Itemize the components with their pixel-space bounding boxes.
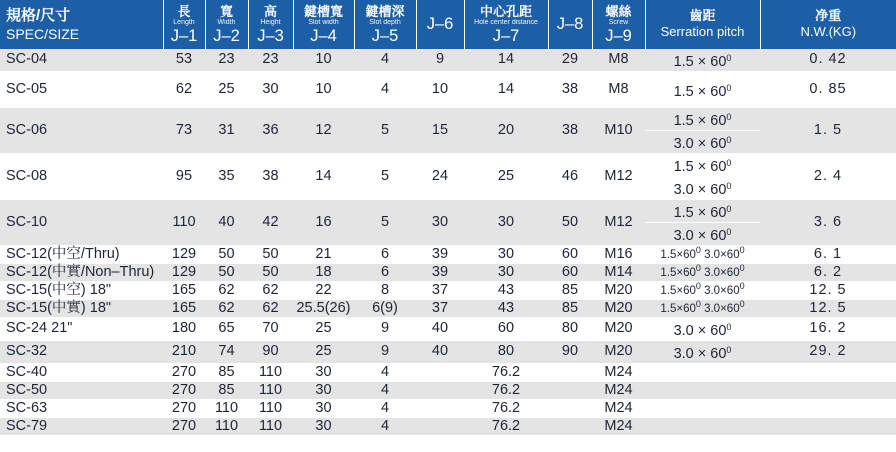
j9-cell: M20: [592, 282, 645, 300]
j5-cell: 4: [354, 400, 416, 418]
j8-cell: 38: [548, 108, 592, 154]
j1-cell: 129: [163, 264, 205, 282]
j5-cell: 8: [354, 282, 416, 300]
j9-cell: M24: [592, 400, 645, 418]
header-j2-code: J–2: [213, 26, 240, 45]
j6-cell: 24: [416, 154, 464, 200]
j3-cell: 70: [248, 318, 293, 341]
serration-degree: 0: [726, 204, 732, 214]
j4-cell: 30: [293, 382, 354, 400]
j2-cell: 62: [205, 300, 248, 318]
spec-cell: SC-40: [0, 364, 163, 382]
weight-cell: [760, 418, 896, 436]
table-row: [0, 200, 896, 246]
serration-cell: [645, 200, 760, 246]
serration-value: [645, 79, 760, 101]
j1-cell: 53: [163, 49, 205, 72]
header-j8: [548, 0, 592, 49]
header-j1-code: J–1: [170, 26, 198, 45]
serration-value: [645, 222, 760, 245]
header-j5-cn: 鍵槽深: [365, 3, 405, 19]
header-j5: [354, 0, 416, 49]
j2-cell: 110: [205, 400, 248, 418]
serration-degree: 0: [739, 263, 745, 274]
header-j4-en: Slot width: [308, 18, 339, 26]
serration-degree: 0: [695, 281, 701, 292]
j4-cell: 25.5(26): [293, 300, 354, 318]
spec-cell: SC-04: [0, 49, 163, 72]
j4-cell: 30: [293, 418, 354, 436]
j9-cell: M14: [592, 264, 645, 282]
j9-cell: M10: [592, 108, 645, 154]
j1-cell: 270: [163, 400, 205, 418]
j3-cell: 110: [248, 418, 293, 436]
serration-value: [645, 130, 760, 153]
serration-cell: [645, 154, 760, 200]
j5-cell: 5: [354, 108, 416, 154]
j7-cell: 30: [464, 246, 548, 264]
serration-cell: [645, 364, 760, 382]
j5-cell: 6(9): [354, 300, 416, 318]
j9-cell: M20: [592, 341, 645, 364]
j7-cell: 25: [464, 154, 548, 200]
header-j7: [464, 0, 548, 49]
header-j4: [293, 0, 354, 49]
j8-cell: 60: [548, 264, 592, 282]
j1-cell: 73: [163, 108, 205, 154]
j8-cell: [548, 400, 592, 418]
j2-cell: 110: [205, 418, 248, 436]
j1-cell: 270: [163, 418, 205, 436]
serration-base: 3.0 × 60: [673, 346, 727, 362]
serration-degree: 0: [726, 345, 732, 355]
spec-cell: SC-50: [0, 382, 163, 400]
j6-cell: [416, 400, 464, 418]
table-row: [0, 72, 896, 108]
j7-cell: 76.2: [464, 364, 548, 382]
j1-cell: 270: [163, 382, 205, 400]
j3-cell: 42: [248, 200, 293, 246]
j3-cell: 23: [248, 49, 293, 72]
serration-base: 1.5 × 60: [673, 113, 727, 129]
j8-cell: 60: [548, 246, 592, 264]
j9-cell: M12: [592, 154, 645, 200]
spec-cell: SC-10: [0, 200, 163, 246]
j3-cell: 90: [248, 341, 293, 364]
j4-cell: 14: [293, 154, 354, 200]
j2-cell: 74: [205, 341, 248, 364]
header-j5-en: Slot depth: [369, 18, 401, 26]
table-header-row: [0, 0, 896, 49]
j2-cell: 62: [205, 282, 248, 300]
serration-degree: 0: [726, 158, 732, 168]
spec-cell: SC-24 21": [0, 318, 163, 341]
j8-cell: 29: [548, 49, 592, 72]
j5-cell: 9: [354, 341, 416, 364]
header-j6: [416, 0, 464, 49]
j2-cell: 85: [205, 364, 248, 382]
weight-cell: [760, 364, 896, 382]
table-row: [0, 318, 896, 341]
header-weight-cn: 净重: [815, 7, 842, 23]
header-j5-code: J–5: [371, 26, 399, 45]
serration-degree: 0: [739, 245, 745, 256]
j7-cell: 76.2: [464, 418, 548, 436]
serration-cell: [645, 108, 760, 154]
j5-cell: 5: [354, 154, 416, 200]
weight-cell: 16. 2: [760, 318, 896, 341]
j1-cell: 165: [163, 300, 205, 318]
j5-cell: 5: [354, 200, 416, 246]
j2-cell: 65: [205, 318, 248, 341]
j9-cell: M20: [592, 318, 645, 341]
j5-cell: 4: [354, 418, 416, 436]
j5-cell: 6: [354, 246, 416, 264]
j4-cell: 16: [293, 200, 354, 246]
table-row: [0, 264, 896, 282]
header-j7-en: Hole center distance: [474, 18, 538, 26]
serration-base: 3.0 × 60: [673, 228, 727, 244]
header-serration-cn: 齒距: [689, 7, 716, 23]
serration-base: 3.0×60: [704, 249, 740, 262]
j2-cell: 85: [205, 382, 248, 400]
j1-cell: 270: [163, 364, 205, 382]
serration-base: 1.5 × 60: [673, 159, 727, 175]
j6-cell: [416, 364, 464, 382]
header-j6-code: J–6: [426, 15, 454, 34]
j3-cell: 50: [248, 264, 293, 282]
serration-degree: 0: [726, 53, 732, 63]
serration-value: [645, 108, 760, 130]
j4-cell: 25: [293, 341, 354, 364]
j2-cell: 50: [205, 246, 248, 264]
serration-inline: [660, 299, 745, 316]
serration-cell: [645, 246, 760, 264]
serration-value: [645, 341, 760, 363]
j3-cell: 38: [248, 154, 293, 200]
j2-cell: 25: [205, 72, 248, 108]
j9-cell: M12: [592, 200, 645, 246]
serration-base: 1.5×60: [660, 303, 696, 316]
j2-cell: 40: [205, 200, 248, 246]
j7-cell: 60: [464, 318, 548, 341]
j4-cell: 25: [293, 318, 354, 341]
spec-cell: SC-06: [0, 108, 163, 154]
spec-cell: SC-32: [0, 341, 163, 364]
header-j3: [248, 0, 293, 49]
j5-cell: 4: [354, 49, 416, 72]
serration-degree: 0: [695, 245, 701, 256]
serration-cell: [645, 400, 760, 418]
j7-cell: 43: [464, 300, 548, 318]
serration-degree: 0: [739, 299, 745, 310]
j4-cell: 10: [293, 72, 354, 108]
serration-cell: [645, 264, 760, 282]
spec-cell: SC-08: [0, 154, 163, 200]
serration-inline: [660, 281, 745, 298]
weight-cell: 1. 5: [760, 108, 896, 154]
serration-cell: [645, 418, 760, 436]
weight-cell: 12. 5: [760, 300, 896, 318]
header-serration: [645, 0, 760, 49]
j7-cell: 76.2: [464, 382, 548, 400]
serration-cell: [645, 341, 760, 364]
table-row: [0, 154, 896, 200]
j6-cell: 40: [416, 341, 464, 364]
spec-cell: SC-15(中實) 18": [0, 300, 163, 318]
serration-value: [645, 49, 760, 71]
j9-cell: M24: [592, 418, 645, 436]
serration-cell: [645, 300, 760, 318]
j5-cell: 4: [354, 72, 416, 108]
j6-cell: 15: [416, 108, 464, 154]
j2-cell: 50: [205, 264, 248, 282]
header-j4-code: J–4: [310, 26, 337, 45]
header-j9-en: Screw: [608, 18, 629, 26]
serration-inline: [660, 263, 745, 280]
table-row: [0, 341, 896, 364]
j4-cell: 18: [293, 264, 354, 282]
j5-cell: 6: [354, 264, 416, 282]
j8-cell: 85: [548, 282, 592, 300]
serration-inline: [660, 245, 745, 262]
serration-degree: 0: [726, 322, 732, 332]
j6-cell: 10: [416, 72, 464, 108]
header-j9-cn: 螺絲: [605, 3, 632, 19]
weight-cell: 0. 42: [760, 49, 896, 72]
header-weight: [760, 0, 896, 49]
j7-cell: 30: [464, 264, 548, 282]
spec-cell: SC-05: [0, 72, 163, 108]
j4-cell: 10: [293, 49, 354, 72]
serration-degree: 0: [726, 112, 732, 122]
j8-cell: [548, 418, 592, 436]
header-j9-code: J–9: [605, 26, 632, 45]
j9-cell: M16: [592, 246, 645, 264]
j1-cell: 210: [163, 341, 205, 364]
j9-cell: M8: [592, 49, 645, 72]
table-row: [0, 382, 896, 400]
j3-cell: 30: [248, 72, 293, 108]
spec-cell: SC-12(中實/Non–Thru): [0, 264, 163, 282]
j9-cell: M8: [592, 72, 645, 108]
j5-cell: 4: [354, 364, 416, 382]
weight-cell: 3. 6: [760, 200, 896, 246]
table-row: [0, 364, 896, 382]
serration-base: 1.5×60: [660, 249, 696, 262]
serration-base: 3.0×60: [704, 303, 740, 316]
j7-cell: 80: [464, 341, 548, 364]
j6-cell: [416, 382, 464, 400]
header-j7-code: J–7: [492, 26, 520, 45]
j9-cell: M24: [592, 382, 645, 400]
j1-cell: 180: [163, 318, 205, 341]
serration-base: 1.5 × 60: [673, 205, 727, 221]
serration-degree: 0: [695, 263, 701, 274]
header-j7-cn: 中心孔距: [479, 3, 532, 19]
table-row: [0, 400, 896, 418]
j3-cell: 62: [248, 282, 293, 300]
j3-cell: 110: [248, 364, 293, 382]
table-row: [0, 246, 896, 264]
weight-cell: 6. 2: [760, 264, 896, 282]
j6-cell: 30: [416, 200, 464, 246]
j7-cell: 20: [464, 108, 548, 154]
serration-base: 3.0×60: [704, 267, 740, 280]
serration-degree: 0: [695, 299, 701, 310]
j3-cell: 110: [248, 382, 293, 400]
weight-cell: 2. 4: [760, 154, 896, 200]
serration-cell: [645, 282, 760, 300]
header-spec-cn: 規格/尺寸: [6, 6, 71, 24]
serration-base: 3.0 × 60: [673, 136, 727, 152]
j1-cell: 62: [163, 72, 205, 108]
j3-cell: 36: [248, 108, 293, 154]
j2-cell: 31: [205, 108, 248, 154]
header-j2: [205, 0, 248, 49]
j8-cell: 50: [548, 200, 592, 246]
j9-cell: M24: [592, 364, 645, 382]
table-row: [0, 418, 896, 436]
serration-degree: 0: [726, 227, 732, 237]
j6-cell: 9: [416, 49, 464, 72]
j8-cell: 38: [548, 72, 592, 108]
j2-cell: 35: [205, 154, 248, 200]
j1-cell: 165: [163, 282, 205, 300]
weight-cell: 0. 85: [760, 72, 896, 108]
j3-cell: 110: [248, 400, 293, 418]
j5-cell: 9: [354, 318, 416, 341]
spec-cell: SC-79: [0, 418, 163, 436]
j8-cell: 80: [548, 318, 592, 341]
serration-cell: [645, 72, 760, 108]
serration-value: [645, 154, 760, 176]
weight-cell: [760, 400, 896, 418]
j3-cell: 50: [248, 246, 293, 264]
header-j3-code: J–3: [257, 26, 284, 45]
header-weight-en: N.W.(KG): [800, 23, 857, 39]
header-j1-en: Length: [173, 18, 195, 26]
j1-cell: 110: [163, 200, 205, 246]
weight-cell: 12. 5: [760, 282, 896, 300]
j8-cell: 90: [548, 341, 592, 364]
weight-cell: 29. 2: [760, 341, 896, 364]
header-j2-en: Width: [217, 18, 236, 26]
j4-cell: 12: [293, 108, 354, 154]
j6-cell: 37: [416, 282, 464, 300]
header-spec: [0, 0, 163, 49]
header-serration-en: Serration pitch: [660, 23, 745, 39]
serration-cell: [645, 318, 760, 341]
table-row: [0, 108, 896, 154]
j5-cell: 4: [354, 382, 416, 400]
spec-cell: SC-15(中空) 18": [0, 282, 163, 300]
serration-base: 1.5×60: [660, 267, 696, 280]
weight-cell: 6. 1: [760, 246, 896, 264]
table-row: [0, 49, 896, 72]
serration-base: 1.5 × 60: [673, 54, 727, 70]
j6-cell: 39: [416, 264, 464, 282]
j7-cell: 14: [464, 49, 548, 72]
serration-value: [645, 318, 760, 340]
spec-cell: SC-63: [0, 400, 163, 418]
j6-cell: 37: [416, 300, 464, 318]
j6-cell: 39: [416, 246, 464, 264]
j9-cell: M20: [592, 300, 645, 318]
j4-cell: 30: [293, 400, 354, 418]
serration-degree: 0: [726, 181, 732, 191]
j1-cell: 95: [163, 154, 205, 200]
serration-value: [645, 176, 760, 199]
j2-cell: 23: [205, 49, 248, 72]
serration-degree: 0: [726, 82, 732, 93]
header-spec-en: SPEC/SIZE: [6, 25, 80, 42]
weight-cell: [760, 382, 896, 400]
spec-cell: SC-12(中空/Thru): [0, 246, 163, 264]
serration-base: 3.0 × 60: [673, 182, 727, 198]
j8-cell: [548, 364, 592, 382]
serration-cell: [645, 49, 760, 72]
header-j4-cn: 鍵槽寬: [303, 3, 343, 19]
j4-cell: 22: [293, 282, 354, 300]
j4-cell: 21: [293, 246, 354, 264]
j7-cell: 30: [464, 200, 548, 246]
serration-base: 1.5 × 60: [673, 83, 727, 100]
j7-cell: 43: [464, 282, 548, 300]
header-j3-en: Height: [260, 18, 281, 26]
header-j2-cn: 寬: [219, 3, 233, 19]
serration-value: [645, 200, 760, 222]
header-j1-cn: 長: [177, 3, 191, 19]
serration-base: 3.0×60: [704, 285, 740, 298]
j8-cell: [548, 382, 592, 400]
header-j8-code: J–8: [556, 15, 584, 34]
j3-cell: 62: [248, 300, 293, 318]
j8-cell: 85: [548, 300, 592, 318]
j6-cell: 40: [416, 318, 464, 341]
j4-cell: 30: [293, 364, 354, 382]
j8-cell: 46: [548, 154, 592, 200]
serration-base: 1.5×60: [660, 285, 696, 298]
j7-cell: 76.2: [464, 400, 548, 418]
j7-cell: 14: [464, 72, 548, 108]
table-row: [0, 282, 896, 300]
header-j9: [592, 0, 645, 49]
j1-cell: 129: [163, 246, 205, 264]
table-row: [0, 300, 896, 318]
serration-degree: 0: [739, 281, 745, 292]
j6-cell: [416, 418, 464, 436]
header-j1: [163, 0, 205, 49]
header-j3-cn: 高: [263, 3, 277, 19]
serration-degree: 0: [726, 135, 732, 145]
serration-base: 3.0 × 60: [673, 323, 727, 339]
spec-table-body: [0, 49, 896, 436]
serration-cell: [645, 382, 760, 400]
